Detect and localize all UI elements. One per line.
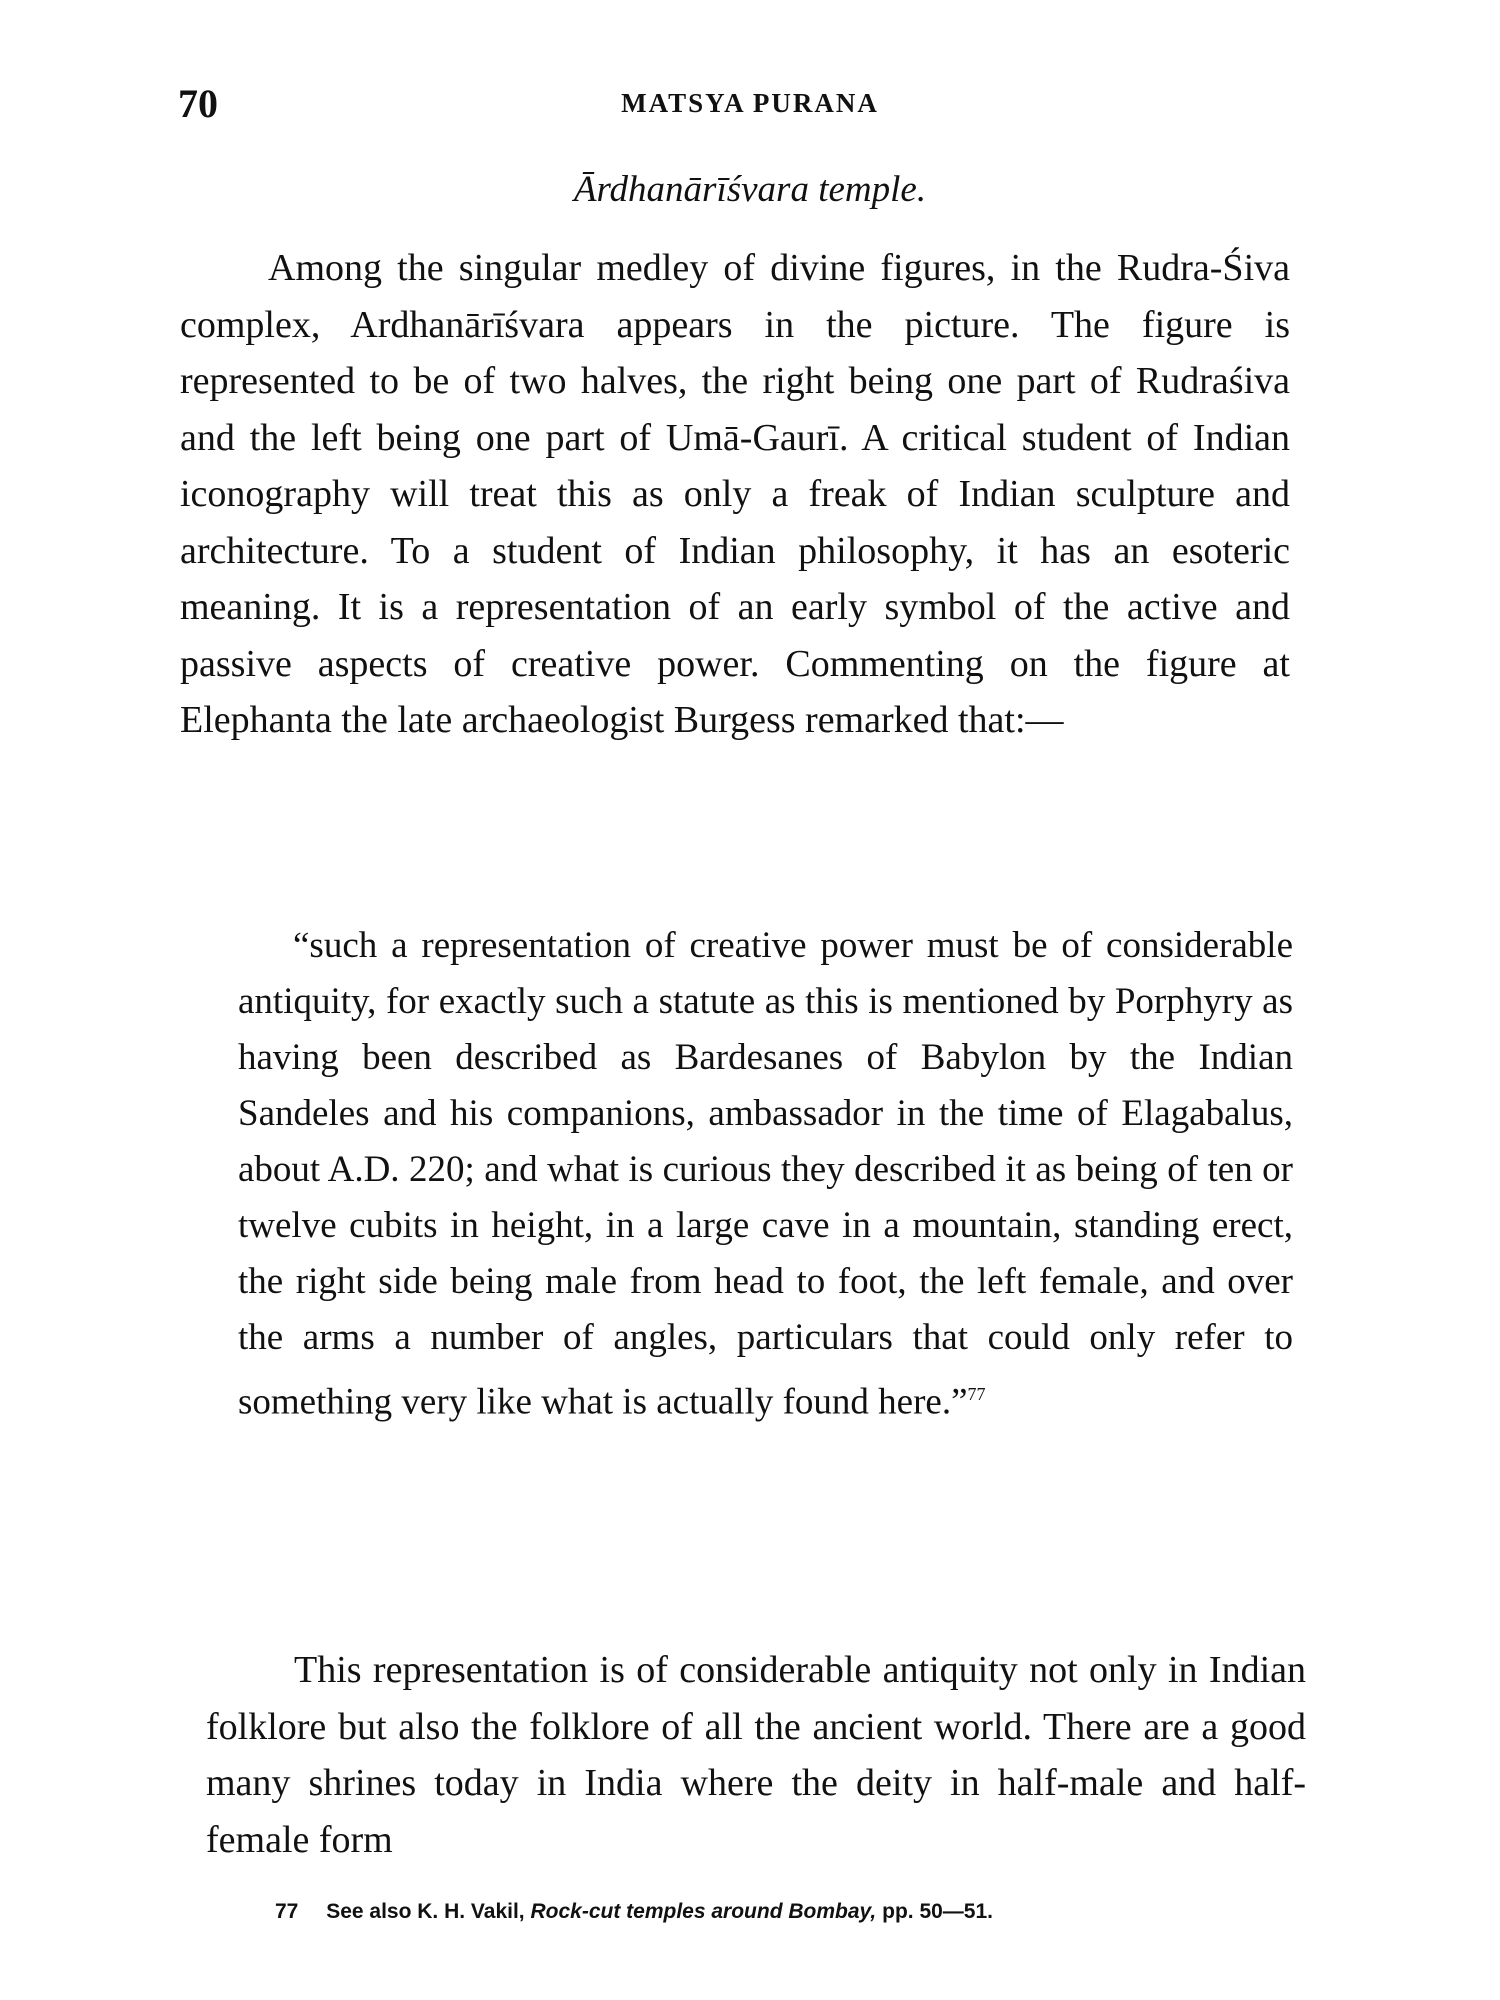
- body-paragraph-1: Among the singular medley of divine figures, in the Rudra-Śiva complex, Ardhanārīśvara appears in the picture. The figure is represented to be of two halves, the right being one part of Rudraśiva and the left being one part of Umā-Gaurī. A critical student of Indian iconography will treat this as only a freak of Indian sculpture and architecture. To a student of Indian philosophy, it has an esoteric meaning. It is a representation of an early symbol of the active and passive aspects of creative power. Commenting on the figure at Elephanta the late archaeologist Burgess remarked that:—: [180, 247, 1290, 741]
- footnote: [275, 1900, 1375, 1924]
- block-quote: [238, 918, 1293, 1430]
- section-title: Ārdhanārīśvara temple.: [573, 169, 927, 210]
- footnote-title: Rock-cut temples around Bombay,: [530, 1900, 877, 1923]
- body-paragraph-2: This representation is of considerable antiquity not only in Indian folklore but also the folklore of all the ancient world. There are a good many shrines today in India where the deity in half-male and half-female form: [206, 1649, 1306, 1861]
- running-head: MATSYA PURANA: [621, 88, 879, 118]
- footnote-pages: pp. 50—51.: [882, 1900, 994, 1923]
- quote-text: “such a representation of creative power must be of considerable antiquity, for exactly such a statute as this is mentioned by Porphyry as having been described as Bardesanes of Babylon by the Indian Sandeles and his companions, ambassador in the time of Elagabalus, about A.D. 220; and what is curious they described it as being of ten or twelve cubits in height, in a large cave in a mountain, standing erect, the right side being male from head to foot, the left female, and over the arms a number of angles, particulars that could only refer to something very like what is actually found here.”: [238, 925, 1293, 1423]
- footnote-prefix: See also K. H. Vakil,: [326, 1900, 525, 1923]
- footnote-number: 77: [275, 1900, 299, 1923]
- page-number: 70: [178, 81, 218, 126]
- footnote-reference: 77: [967, 1384, 986, 1404]
